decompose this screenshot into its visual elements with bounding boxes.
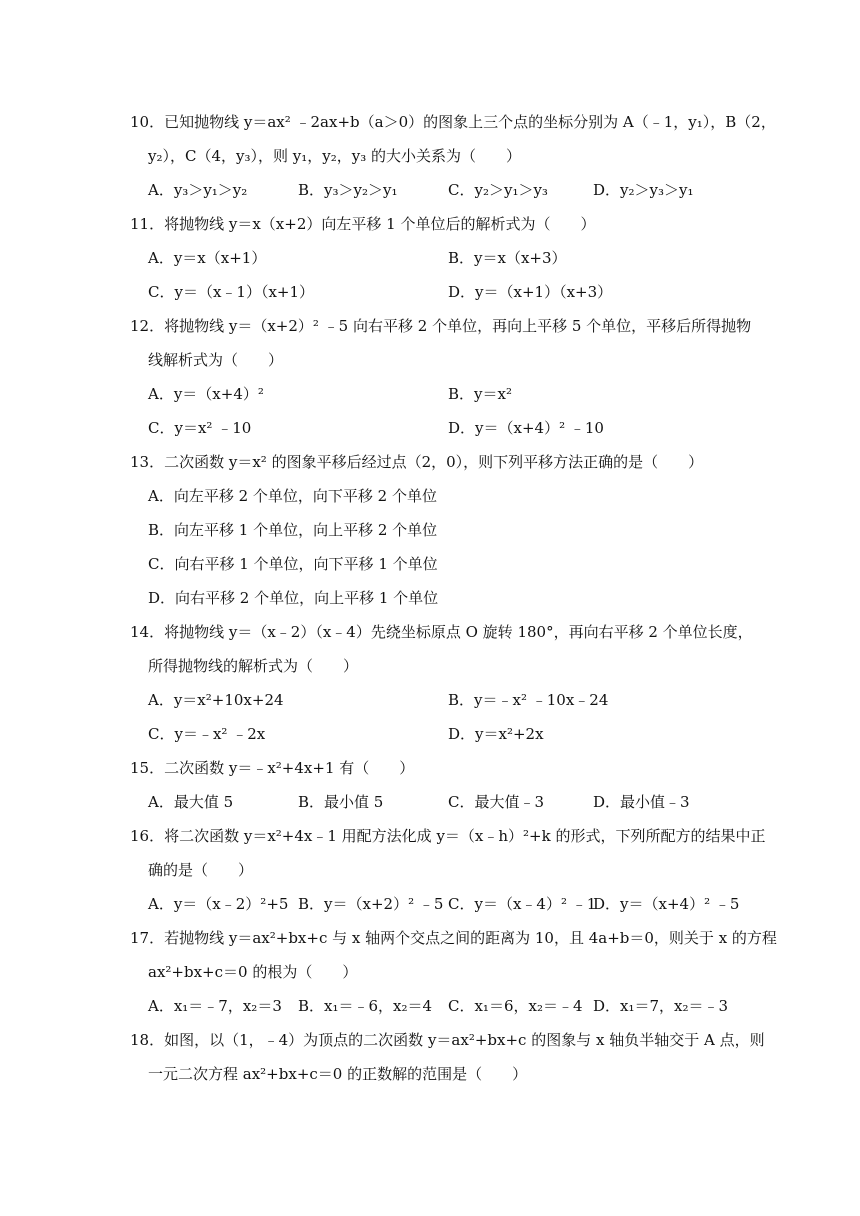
question-15-option-b: B．最小值 5 <box>298 793 384 811</box>
question-14-option-a: A．y＝x²+10x+24 <box>148 691 284 709</box>
question-16-option-b: B．y＝（x+2）² ﹣5 <box>298 895 444 913</box>
question-14-option-b: B．y＝﹣x² ﹣10x﹣24 <box>448 691 609 709</box>
question-18-line-2: 一元二次方程 ax²+bx+c＝0 的正数解的范围是（ ） <box>148 1065 528 1083</box>
question-11-option-c: C．y＝（x﹣1）（x+1） <box>148 283 315 301</box>
question-12-option-c: C．y＝x² ﹣10 <box>148 419 252 437</box>
question-18-line-1: 18．如图，以（1，﹣4）为顶点的二次函数 y＝ax²+bx+c 的图象与 x 轴负半轴交于 A 点，则 <box>130 1031 765 1049</box>
question-11-line-1: 11．将抛物线 y＝x（x+2）向左平移 1 个单位后的解析式为（ ） <box>130 215 596 233</box>
question-10-option-d: D．y₂＞y₃＞y₁ <box>593 181 694 199</box>
question-12-line-1: 12．将抛物线 y＝（x+2）² ﹣5 向右平移 2 个单位，再向上平移 5 个单位，平移后所得抛物 <box>130 317 752 335</box>
question-10-option-b: B．y₃＞y₂＞y₁ <box>298 181 398 199</box>
question-16-line-1: 16．将二次函数 y＝x²+4x﹣1 用配方法化成 y＝（x﹣h）²+k 的形式，下列所配方的结果中正 <box>130 827 766 845</box>
question-10-line-1: 10．已知抛物线 y＝ax² ﹣2ax+b（a＞0）的图象上三个点的坐标分别为 A（﹣1，y₁），B（2， <box>130 113 776 131</box>
question-16-option-c: C．y＝（x﹣4）² ﹣1 <box>448 895 597 913</box>
question-16-option-a: A．y＝（x﹣2）²+5 <box>148 895 289 913</box>
question-11-option-d: D．y＝（x+1）（x+3） <box>448 283 613 301</box>
question-15-option-a: A．最大值 5 <box>148 793 234 811</box>
question-16-line-2: 确的是（ ） <box>148 861 254 879</box>
question-13-option-c: C．向右平移 1 个单位，向下平移 1 个单位 <box>148 555 438 573</box>
question-10-option-a: A．y₃＞y₁＞y₂ <box>148 181 248 199</box>
question-13-option-d: D．向右平移 2 个单位，向上平移 1 个单位 <box>148 589 439 607</box>
question-14-option-d: D．y＝x²+2x <box>448 725 544 743</box>
question-17-option-a: A．x₁＝﹣7，x₂＝3 <box>148 997 282 1015</box>
question-12-option-d: D．y＝（x+4）² ﹣10 <box>448 419 604 437</box>
question-15-option-c: C．最大值﹣3 <box>448 793 545 811</box>
question-11-option-b: B．y＝x（x+3） <box>448 249 567 267</box>
question-17-line-2: ax²+bx+c＝0 的根为（ ） <box>148 963 358 981</box>
question-13-line-1: 13．二次函数 y＝x² 的图象平移后经过点（2，0），则下列平移方法正确的是（ ） <box>130 453 704 471</box>
question-12-option-b: B．y＝x² <box>448 385 512 403</box>
question-10-line-2: y₂），C（4，y₃），则 y₁，y₂，y₃ 的大小关系为（ ） <box>148 147 521 165</box>
question-11-option-a: A．y＝x（x+1） <box>148 249 267 267</box>
question-13-option-a: A．向左平移 2 个单位，向下平移 2 个单位 <box>148 487 437 505</box>
question-16-option-d: D．y＝（x+4）² ﹣5 <box>593 895 740 913</box>
question-10-option-c: C．y₂＞y₁＞y₃ <box>448 181 548 199</box>
question-14-line-1: 14．将抛物线 y＝（x﹣2）（x﹣4）先绕坐标原点 O 旋转 180°，再向右平移 2 个单位长度， <box>130 623 753 641</box>
question-17-option-c: C．x₁＝6，x₂＝﹣4 <box>448 997 583 1015</box>
question-14-line-2: 所得抛物线的解析式为（ ） <box>148 657 359 675</box>
question-12-option-a: A．y＝（x+4）² <box>148 385 264 403</box>
question-17-line-1: 17．若抛物线 y＝ax²+bx+c 与 x 轴两个交点之间的距离为 10，且 4a+b＝0，则关于 x 的方程 <box>130 929 777 947</box>
question-15-option-d: D．最小值﹣3 <box>593 793 690 811</box>
question-12-line-2: 线解析式为（ ） <box>148 351 284 369</box>
question-14-option-c: C．y＝﹣x² ﹣2x <box>148 725 266 743</box>
question-15-line-1: 15．二次函数 y＝﹣x²+4x+1 有（ ） <box>130 759 415 777</box>
question-17-option-d: D．x₁＝7，x₂＝﹣3 <box>593 997 729 1015</box>
question-13-option-b: B．向左平移 1 个单位，向上平移 2 个单位 <box>148 521 438 539</box>
question-17-option-b: B．x₁＝﹣6，x₂＝4 <box>298 997 433 1015</box>
